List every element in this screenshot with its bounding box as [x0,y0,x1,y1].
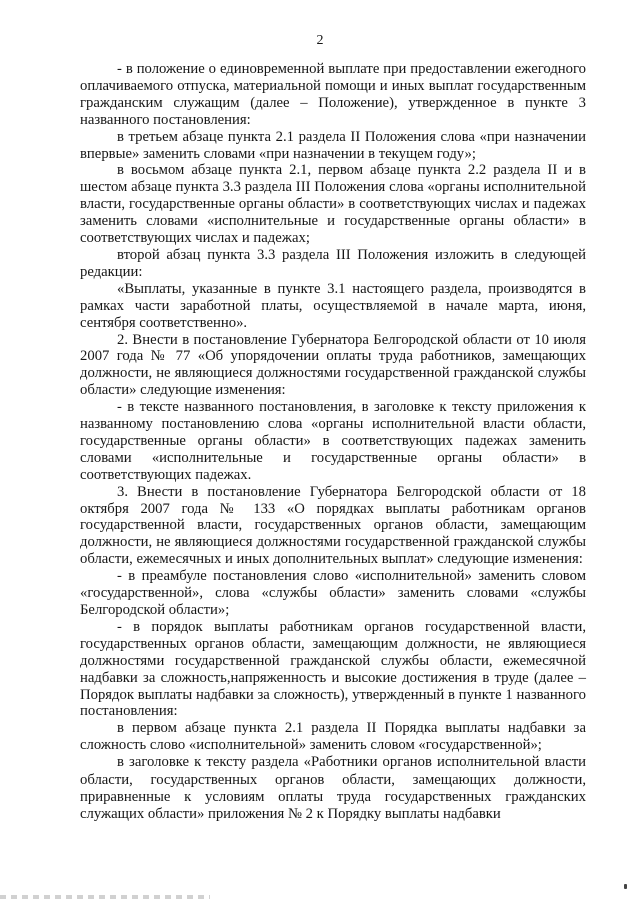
paragraph: второй абзац пункта 3.3 раздела III Положения изложить в следующей редакции: [80,246,586,280]
paragraph: в первом абзаце пункта 2.1 раздела II Порядка выплаты надбавки за сложность слово «исполнительной» заменить словом «государственной»; [80,720,586,754]
paragraph: в восьмом абзаце пункта 2.1, первом абзаце пункта 2.2 раздела II и в шестом абзаце пункта 3.3 раздела III Положения слова «органы исполнительной власти, государственные органы области» в соответствующих числах и падежах заменить словами «исполнительные и государственные органы области» в соответствующих числах и падежах; [80,162,586,247]
scan-speck [624,884,627,889]
page-number: 2 [316,33,324,48]
scan-artifact [0,895,210,899]
paragraph: в заголовке к тексту раздела «Работники органов исполнительной власти области, государственных органов области, замещающих должности, приравненные к условиям оплаты труда государственных гражданских служащих области» приложения № 2 к Порядку выплаты надбавки [80,754,586,823]
paragraph: 2. Внести в постановление Губернатора Белгородской области от 10 июля 2007 года № 77 «Об упорядочении оплаты труда работников, замещающих должности, не являющиеся должностями государственной гражданской службы области» следующие изменения: [80,331,586,399]
document-body [80,61,586,824]
paragraph: - в тексте названного постановления, в заголовке к тексту приложения к названному постановлению слова «органы исполнительной власти области, государственные органы области» в соответствующих падежах заменить словами «исполнительные и государственные органы области» в соответствующих падежах. [80,399,586,483]
paragraph: «Выплаты, указанные в пункте 3.1 настоящего раздела, производятся в рамках части заработной платы, осуществляемой в начале марта, июня, сентября соответственно». [80,280,586,331]
paragraph: в третьем абзаце пункта 2.1 раздела II Положения слова «при назначении впервые» заменить словами «при назначении в текущем году»; [80,128,586,162]
paragraph: - в положение о единовременной выплате при предоставлении ежегодного оплачиваемого отпуска, материальной помощи и иных выплат государственным гражданским служащим (далее – Положение), утвержденное в пункте 3 названного постановления: [80,61,586,128]
paragraph: - в порядок выплаты работникам органов государственной власти, государственных органов области, замещающим должности, не являющиеся должностями государственной гражданской службы области, ежемесячной надбавки за сложность,напряженность и высокие достижения в труде (далее – Порядок выплаты надбавки за сложность), утвержденный в пункте 1 названного постановления: [80,618,586,720]
paragraph: 3. Внести в постановление Губернатора Белгородской области от 18 октября 2007 года № 133 «О порядках выплаты работникам органов государственной власти, государственных органов области, замещающим должности, не являющиеся должностями государственной гражданской службы области, ежемесячных и иных дополнительных выплат» следующие изменения: [80,483,586,568]
paragraph: - в преамбуле постановления слово «исполнительной» заменить словом «государственной», слова «службы области» заменить словами «службы Белгородской области»; [80,568,586,618]
